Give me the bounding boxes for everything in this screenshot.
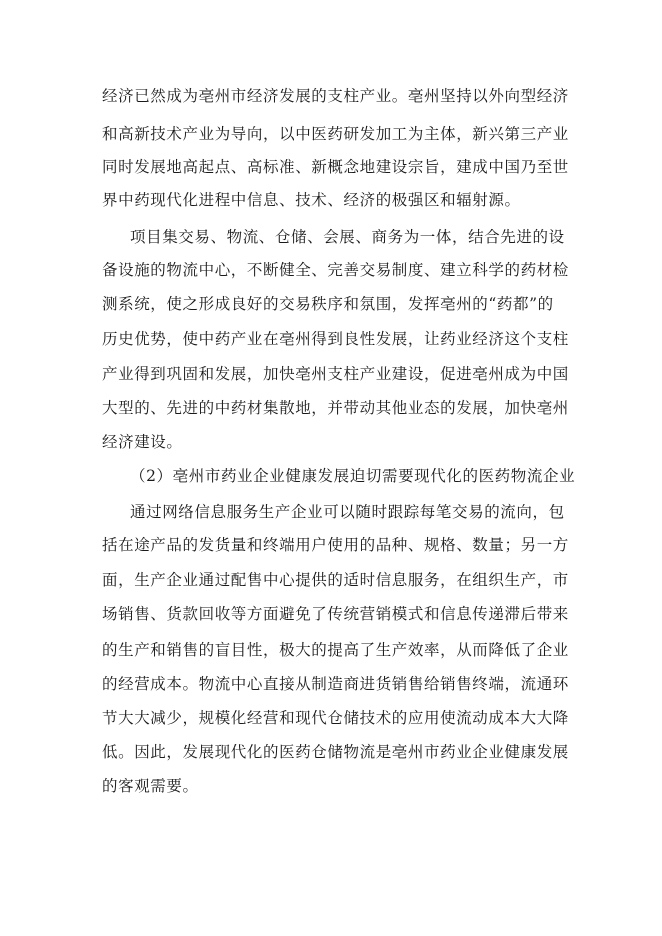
paragraph-line: 经济已然成为亳州市经济发展的支柱产业。亳州坚持以外向型经济 [102, 87, 569, 105]
paragraph-line: 测系统，使之形成良好的交易秩序和氛围，发挥亳州的“药都”的 [102, 295, 554, 313]
paragraph-line: 界中药现代化进程中信息、技术、经济的极强区和辐射源。 [102, 191, 521, 209]
paragraph-line: 历史优势，使中药产业在亳州得到良性发展，让药业经济这个支柱 [102, 330, 569, 348]
paragraph-line: 的生产和销售的盲目性，极大的提高了生产效率，从而降低了企业 [102, 641, 569, 659]
paragraph-line: 同时发展地高起点、高标准、新概念地建设宗旨，建成中国乃至世 [102, 158, 569, 176]
paragraph-line: 节大大减少，规模化经营和现代仓储技术的应用使流动成本大大降 [102, 709, 569, 727]
paragraph-line: 经济建设。 [102, 433, 183, 451]
paragraph-line: 括在途产品的发货量和终端用户使用的品种、规格、数量；另一方 [102, 536, 569, 554]
paragraph-line: 通过网络信息服务生产企业可以随时跟踪每笔交易的流向，包 [130, 503, 565, 521]
section-heading: （2）亳州市药业企业健康发展迫切需要现代化的医药物流企业 [130, 467, 576, 485]
paragraph-line: 场销售、货款回收等方面避免了传统营销模式和信息传递滞后带来 [102, 605, 569, 623]
paragraph-line: 项目集交易、物流、仓储、会展、商务为一体，结合先进的设 [130, 228, 565, 246]
paragraph-line: 面，生产企业通过配售中心提供的适时信息服务，在组织生产，市 [102, 571, 569, 589]
paragraph-line: 产业得到巩固和发展，加快亳州支柱产业建设，促进亳州成为中国 [102, 365, 569, 383]
paragraph-line: 的经营成本。物流中心直接从制造商进货销售给销售终端，流通环 [102, 675, 569, 693]
paragraph-line: 大型的、先进的中药材集散地，并带动其他业态的发展，加快亳州 [102, 399, 569, 417]
paragraph-line: 备设施的物流中心，不断健全、完善交易制度、建立科学的药材检 [102, 261, 569, 279]
paragraph-line: 和高新技术产业为导向，以中医药研发加工为主体，新兴第三产业 [102, 125, 569, 143]
paragraph-line: 低。因此，发展现代化的医药仓储物流是亳州市药业企业健康发展 [102, 743, 569, 761]
paragraph-line: 的客观需要。 [102, 777, 199, 795]
